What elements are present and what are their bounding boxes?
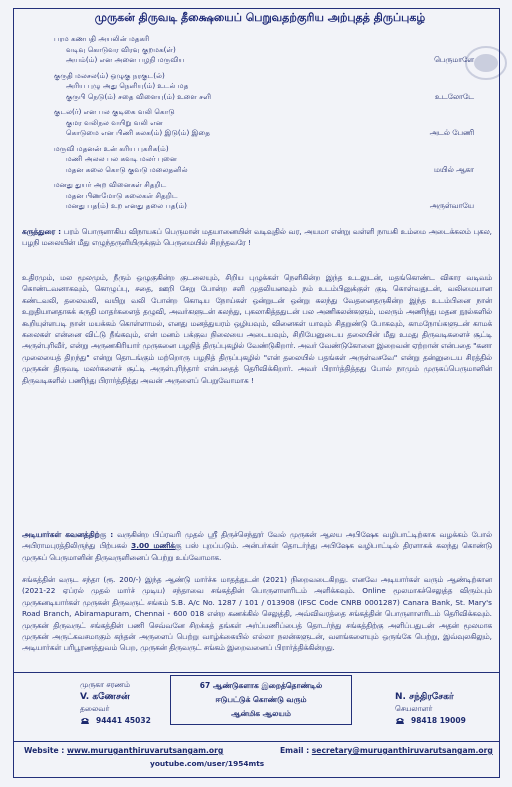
poem-line <box>54 81 474 92</box>
email-label: Email : <box>280 746 310 755</box>
poem-block <box>54 34 474 212</box>
footer-divider <box>13 672 500 673</box>
secretary-role: செயலாளர் <box>395 704 433 713</box>
poem-line <box>54 55 474 66</box>
poem-line <box>54 180 474 191</box>
poem-line-text: மதன கலை கொடு குவடு மலைதனில் <box>66 164 188 174</box>
poem-line-text: மதன பிணமோடு கலைகள் சிதறிட <box>66 190 178 200</box>
email-line <box>280 746 493 755</box>
poem-line <box>54 92 474 103</box>
poem-line-ending: அடல் பேணி <box>429 128 474 137</box>
poem-line-ending: அருள்வாயே <box>429 201 474 210</box>
notice-text-after: பஸ் புறப்படும். அன்பர்கள் தொடர்ந்து அபிஷேக வழிபாட்டில் திரளாகக் கலந்து கொண்டு முருகப் பெருமானின் திருவருளினைப் பெற்று உய்வோமாக. <box>22 541 492 562</box>
poem-line-ending: மயில் ஆகா <box>434 164 474 174</box>
president-name: V. கணேசன் <box>80 692 130 702</box>
notice-time: 3.00 மணிக்கு <box>131 541 182 551</box>
footer-bottom-divider <box>13 741 500 742</box>
website-line <box>24 746 223 755</box>
youtube-link[interactable]: youtube.com/user/1954mts <box>150 759 265 768</box>
poem-line-text: பரம கணபதி அயலின் மதகரி <box>54 34 150 43</box>
website-link[interactable]: www.muruganthiruvarutsangam.org <box>66 746 224 755</box>
president-role: தலைவர் <box>80 704 110 713</box>
temple-box <box>170 675 352 725</box>
secretary-phone[interactable]: 98418 19009 <box>411 716 466 725</box>
karuthurai-text: பரம் பொருளாகிய விநாயகப் பெருமான் மதயானையின் வடிவுதில் வர, அயமா என்று வள்ளி நாயகி உம்மை அடைக்கலம் புகல, பழநி மலையின் மீது எழுந்தருளியிருக்கும் பெருமையில் சிறந்தவரே ! <box>22 227 492 248</box>
poem-line-text: குடல(ர்) என பல குடிகை வலி கொடு <box>54 107 175 116</box>
poem-line <box>54 165 474 176</box>
poem-line <box>54 71 474 82</box>
page-title: முருகன் திருவடி தீக்ஷையைப் பெறுவதற்குரிய அற்புதத் திருப்புகழ் <box>94 11 426 24</box>
temple-line-2: ஈடுபட்டுக் கொண்டு வரும் <box>215 695 307 704</box>
karuthurai-label: கருத்துரை : <box>22 227 62 236</box>
temple-line-1: 67 ஆண்டுகளாக இறைத்தொண்டில் <box>199 681 323 690</box>
poem-line <box>54 107 474 118</box>
poem-line-text: குருபி நெடு(ம்) சதை விளையு(ம்) உளை சளி <box>66 91 212 101</box>
explanation-paragraph: உதிரமும், மல மூலமும், நீரும் ஒழுகுகின்ற குடலையும், சிறிய புழுக்கள் நெளிகின்ற இந்த உடலுடன், மதங்கொண்ட விகார வடிவம் கொண்டவனாகவும், கொழுப்பு, சதை, ஊறி சேறு போன்ற சளி முதலியனவும் நம் உடம்பினுக்குள் குடி கொள்வதுடன், வலிமையான கண்டவலி, தலைவலி, வயிறு வலி போன்ற கொடிய நோய்கள் ஒன்றுடன் ஒன்று கலந்து வேதனைதருகின்ற இந்த உடம்பினை நான் உறுதியானதாகக் கருதி மாதர்களைத் தழுவி, அவர்களுடன் கலந்து, புகலாகித்ததுடன் பல அணிகலன்களும், மலரும் அணிந்து மதன நூல்களில் கூறியுள்ளபடி நான் மயக்கம் கொள்ளாமல், எனது மனத்துயரம் ஒழியவும், வினைகள் யாவும் சிதறுண்டு போகவும், காமநோய்களுடன் காமக் கலைகள் என்னை விட்டு நீங்கவும், என் மனம் பக்குவ நிலையை அடையவும், சிறியேனுடைய தலையின் மீது உமது திருவடிகளைச் சூட்டி அருள்புரிவீர், என்று அருணகிரியார் முருகனை பழநித் திருப்புகழில் வேண்டுகிறார். அவர் வேண்டுகோளை இறைவன் ஏற்றான் என்பதை "கனா முலையைத் திறந்து" என்று தொடங்கும் மற்றொரு பழநித் திருப்புகழில் "என் தலையில் பதங்கள் அருள்வசவே" என்று தன்னுடைய சிரத்தில் முருகன் திருவடி மலர்களைச் சூட்டி அருள்புரிந்தார் என்பதைத் தெரிவிக்கிறார். அவர் பிரார்த்தித்தது போல் நாமும் முருகப்பெருமானின் திருவடிகளில் பணிந்து பிரார்த்தித்து அவன் அருளைப் பெறுவோமாக ! <box>22 273 492 385</box>
poem-line-text: குமர வலிநல வயிறு வலி என <box>66 117 163 127</box>
karuthurai-paragraph <box>22 226 492 249</box>
president-phone[interactable]: 94441 45032 <box>96 716 151 725</box>
poem-line <box>54 34 474 45</box>
poem-line-text: கொடுமை என பிணி கலக(ம்) இடு(ம்) இதை <box>66 128 211 137</box>
subscription-notice: சங்கத்தின் வருட சந்தா (ரூ. 200/-) இந்த ஆண்டு மார்ச்சு மாதத்துடன் (2021) நிறைவடைகிறது. எனவே அடியார்கள் வரும் ஆண்டிற்கான (2021-22 ஏப்ரல் முதல் மார்ச் முடிய) சந்தாவை சங்கத்தின் பொருளாளரிடம் அளிக்கவும். Online மூலமாகச்செலுத்த விரும்பும் முருகனடியார்கள் முருகன் திருவருட் சங்கம் S.B. A/c No. 1287 / 101 / 013908 (IFSC Code CNRB 0001287) Canara Bank, St. Mary's Road Branch, Abiramapuram, Chennai - 600 018 என்ற கணக்கில் செலுத்தி, அவ்விவரத்தை சங்கத்தின் பொருளாளரிடம் தெரிவிக்கவும். முருகன் திருவருட் சங்கத்தின் பணி செவ்வனே சிறக்கத் தங்கள் அர்ப்பணிப்பைத் தொடர்ந்து சங்கத்திற்கு அளிப்பதுடன் அதன் மூலமாக முருகன் அருட்கவசமாகும் கந்தன் அருளைப் பெற்று வாழ்க்கையில் எல்லா நலன்களுடன், வளங்களையும் ஒருங்கே பெற்று, இவ்வுலகிலும், அடியார்கள் பரிபூரணத்துவம் பெற, முருகன் திருவருட் சங்கம் இறைவனைப் பிரார்த்திக்கின்றது. <box>22 575 492 653</box>
poem-line-ending: பெருமாளே <box>434 55 474 64</box>
email-link[interactable]: secretary@muruganthiruvarutsangam.org <box>311 746 493 755</box>
phone-icon <box>395 717 405 725</box>
poem-line-text: மனது துயர் அற வினைகள் சிதறிட <box>54 180 167 189</box>
poem-line <box>54 191 474 202</box>
poem-line <box>54 128 474 139</box>
notice-label: அடியார்கள் கவனத்திற்கு : <box>22 530 114 539</box>
secretary-name: N. சந்திரசேகர் <box>395 692 454 702</box>
phone-icon <box>80 717 90 725</box>
poem-line-ending: உடலோடே <box>435 91 474 101</box>
poem-line-text: அயம்(ம்) என அனை பழநி மருவிய <box>66 55 185 64</box>
website-label: Website : <box>24 746 65 755</box>
poem-line-text: வடிவு கொடுவர விரவு குறமக(ள்) <box>66 44 176 54</box>
poem-line-text: மணி அலல பல கவடி மலர் புனை <box>66 154 177 163</box>
greeting: முருகா சரணம் <box>80 680 130 689</box>
poem-line-text: மருவி மதனன் உன் கரிய புகரிக(ம்) <box>54 143 169 153</box>
notice-abhishekam <box>22 529 492 563</box>
temple-line-3: ஆன்மிக ஆலயம் <box>231 709 291 718</box>
secretary-block <box>395 679 505 727</box>
poem-line <box>54 144 474 155</box>
poem-line <box>54 201 474 212</box>
poem-line-text: மனது பத(ம்) உற எனது தலை பத(ம்) <box>66 201 187 210</box>
poem-line-text: குருதி மலசல(ம்) ஒழுகு நரகுட(ல்) <box>54 70 165 80</box>
poem-line <box>54 154 474 165</box>
poem-line <box>54 118 474 129</box>
notice-text-before: வருகின்ற பிப்ரவரி முதல் ஸ்ரீ திருச்செந்தூர் வேல் முருகன் ஆலய அபிஷேக வழிபாட்டிற்காக வழக்கம் போல் அபிராமபுரத்திலிருந்து பிற்பகல் <box>22 530 492 551</box>
poem-line <box>54 45 474 56</box>
poem-line-text: அரிய புழு அது நெளியு(ம்) உடல் மத <box>66 81 189 90</box>
